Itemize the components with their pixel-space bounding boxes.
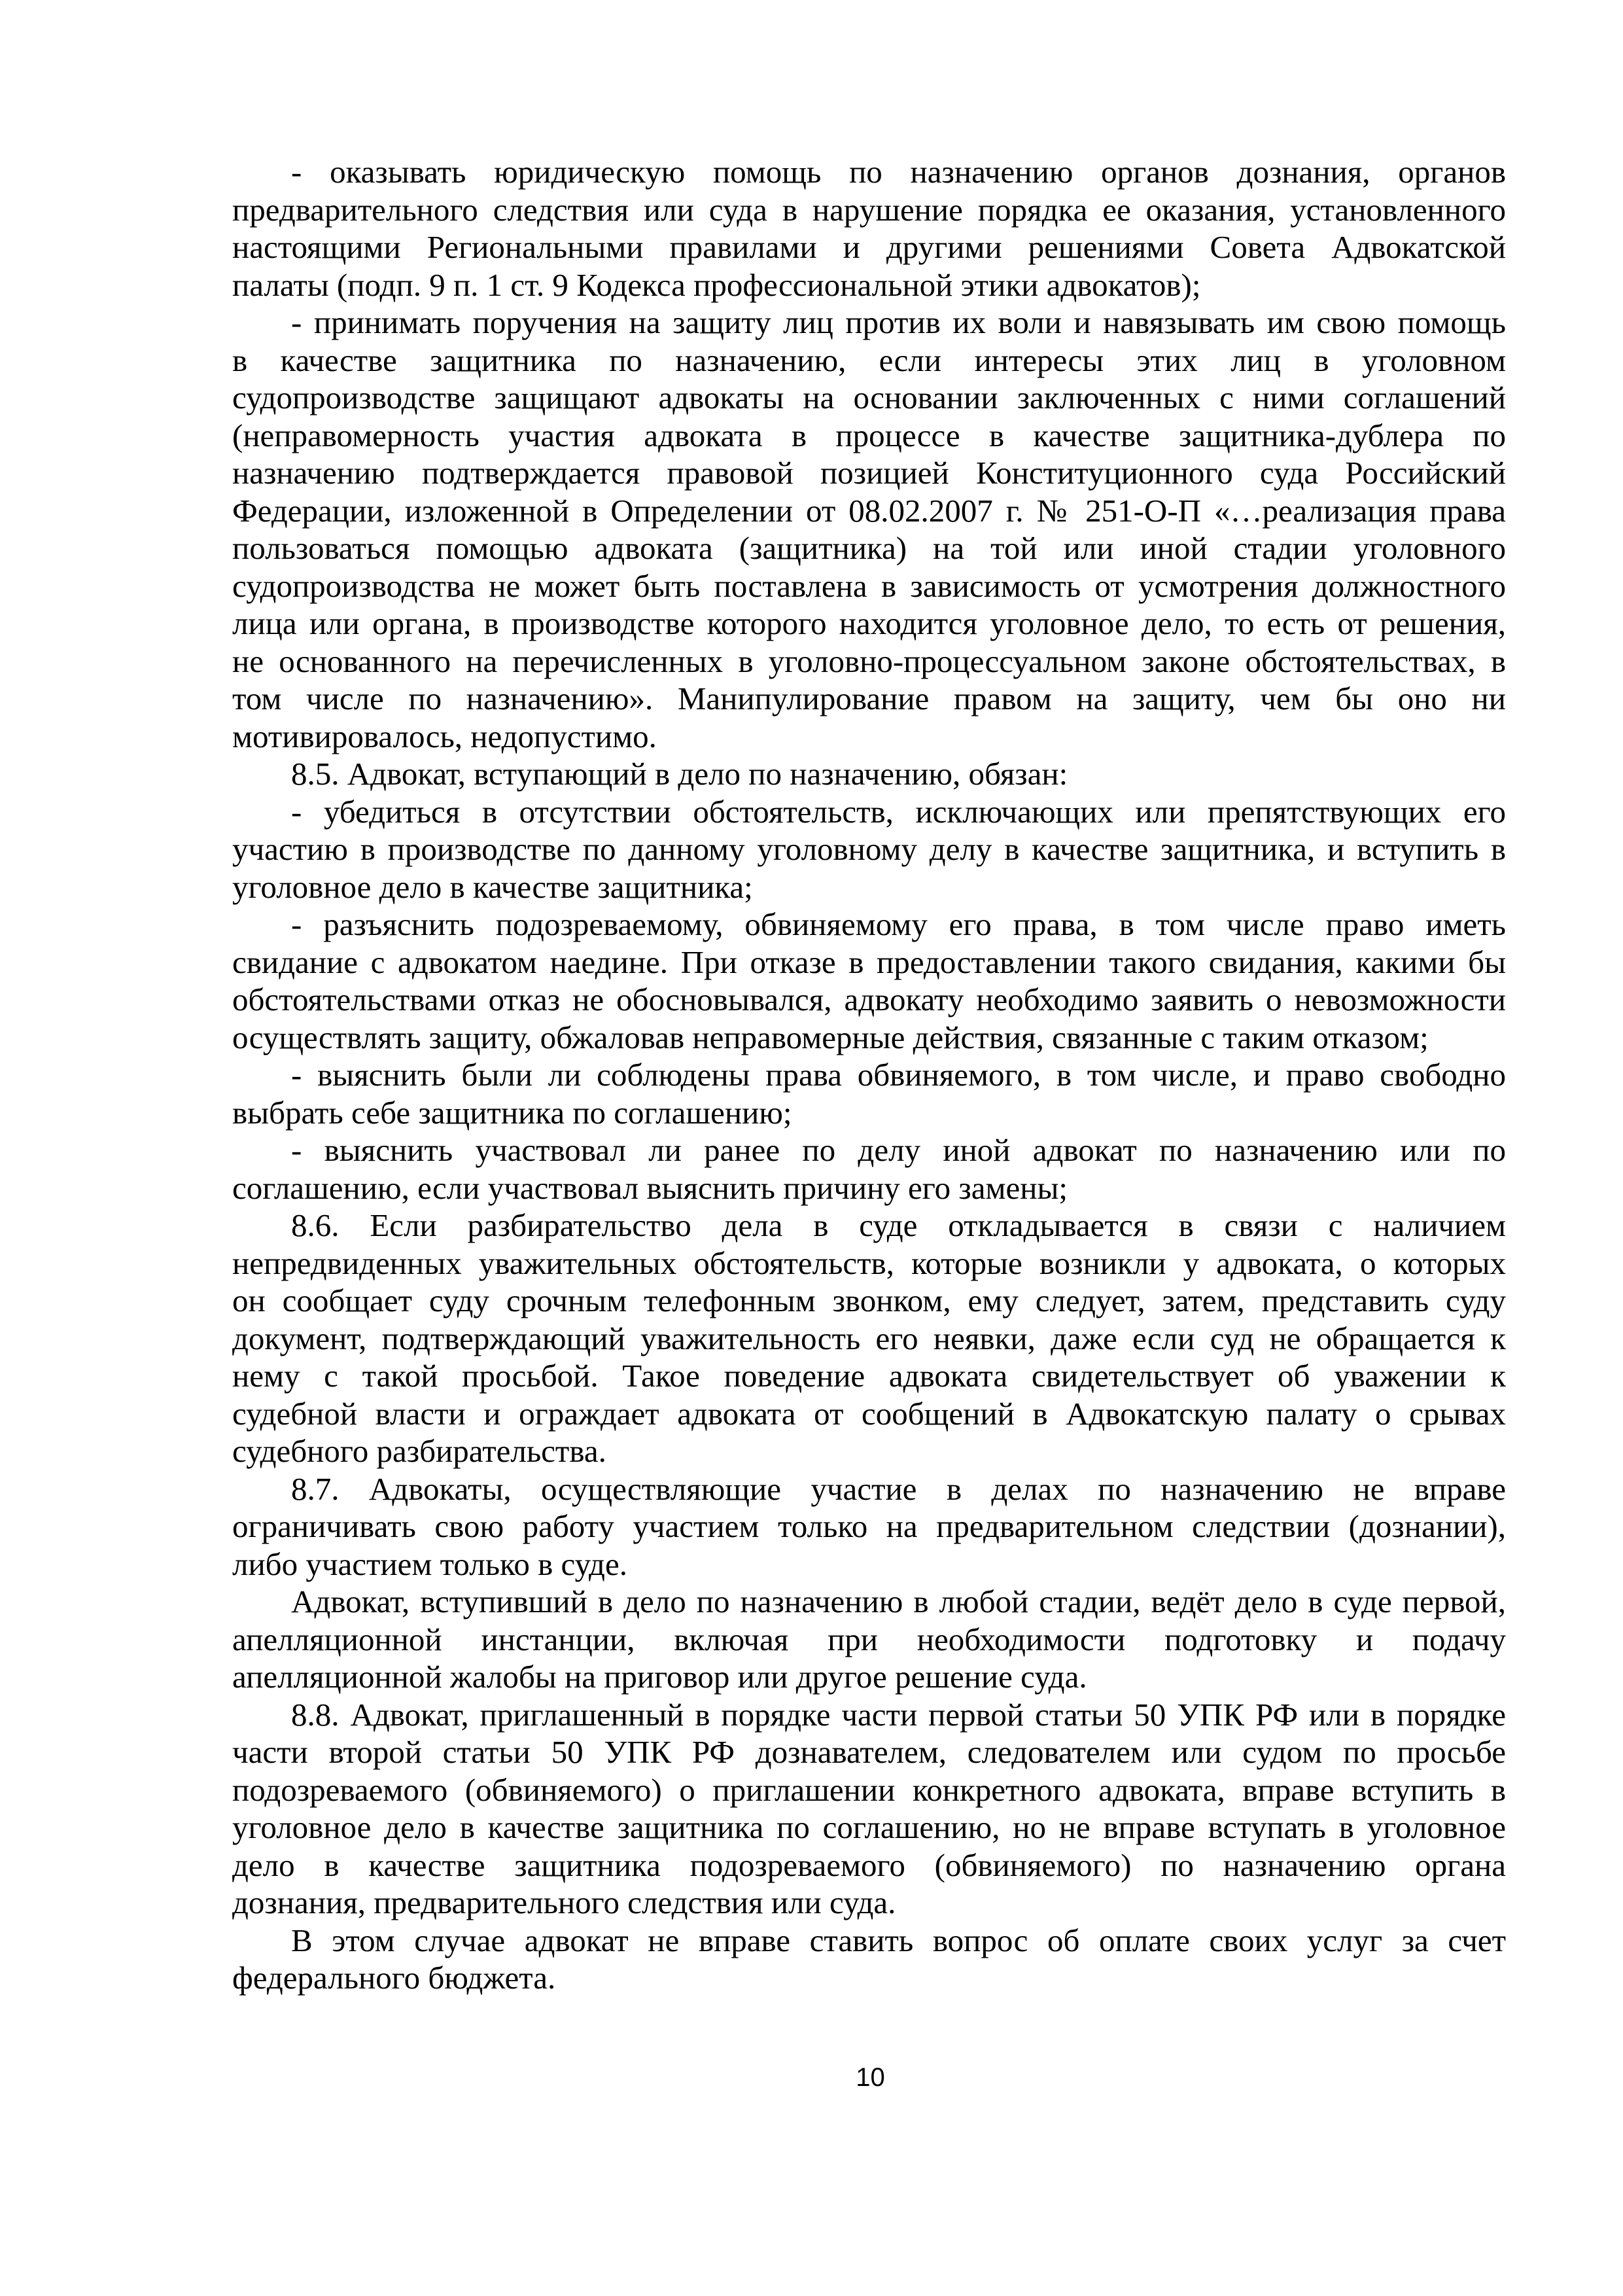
- text-line: - убедиться в отсутствии обстоятельств, исключающих или препятствующих его: [291, 793, 1506, 830]
- text-line: судебной власти и ограждает адвоката от сообщений в Адвокатскую палату о срывах: [232, 1395, 1506, 1432]
- text-line: дознания, предварительного следствия или суда.: [232, 1884, 896, 1920]
- text-line: свидание с адвокатом наедине. При отказе в предоставлении такого свидания, какими бы: [232, 944, 1506, 980]
- text-line: соглашению, если участвовал выяснить причину его замены;: [232, 1169, 1068, 1206]
- text-line: уголовное дело в качестве защитника по соглашению, но не вправе вступать в уголовное: [232, 1809, 1506, 1845]
- text-line: судопроизводства не может быть поставлена в зависимость от усмотрения должностного: [232, 567, 1506, 604]
- text-line: подозреваемого (обвиняемого) о приглашении конкретного адвоката, вправе вступить в: [232, 1771, 1506, 1808]
- text-line: ограничивать свою работу участием только на предварительном следствии (дознании),: [232, 1508, 1506, 1544]
- text-line: выбрать себе защитника по соглашению;: [232, 1094, 792, 1131]
- paragraph-bullet-ensure: [232, 793, 1506, 906]
- text-line: в качестве защитника по назначению, если интересы этих лиц в уголовном: [232, 342, 1506, 378]
- text-line: непредвиденных уважительных обстоятельств, которые возникли у адвоката, о которых: [232, 1245, 1506, 1281]
- text-line: документ, подтверждающий уважительность его неявки, даже если суд не обращается к: [232, 1320, 1506, 1356]
- text-line: апелляционной инстанции, включая при необходимости подготовку и подачу: [232, 1621, 1506, 1657]
- text-line: Адвокат, вступивший в дело по назначению в любой стадии, ведёт дело в суде первой,: [291, 1583, 1506, 1619]
- paragraph-bullet-find-out-rights: [232, 1056, 1506, 1131]
- page-number: 10: [856, 2063, 885, 2092]
- text-line: назначению подтверждается правовой позицией Конституционного суда Российский: [232, 455, 1506, 491]
- text-line: 8.8. Адвокат, приглашенный в порядке части первой статьи 50 УПК РФ или в порядке: [291, 1696, 1506, 1733]
- text-line: - принимать поручения на защиту лиц против их воли и навязывать им свою помощь: [291, 304, 1506, 340]
- text-line: - разъяснить подозреваемому, обвиняемому его права, в том числе право иметь: [291, 906, 1506, 942]
- text-line: В этом случае адвокат не вправе ставить вопрос об оплате своих услуг за счет: [291, 1922, 1506, 1958]
- text-line: уголовное дело в качестве защитника;: [232, 868, 753, 905]
- paragraph-clause-8-7-cont: [232, 1583, 1506, 1696]
- text-line: - оказывать юридическую помощь по назначению органов дознания, органов: [291, 154, 1506, 190]
- paragraph-bullet-accept-orders: [232, 304, 1506, 755]
- text-line: судопроизводстве защищают адвокаты на основании заключенных с ними соглашений: [232, 380, 1506, 415]
- text-line: осуществлять защиту, обжаловав неправомерные действия, связанные с таким отказом;: [232, 1019, 1429, 1055]
- text-line: либо участием только в суде.: [232, 1545, 627, 1582]
- text-line: федерального бюджета.: [232, 1960, 556, 1996]
- text-line: судебного разбирательства.: [232, 1433, 606, 1469]
- text-line: том числе по назначению». Манипулирование правом на защиту, чем бы оно ни: [232, 680, 1506, 716]
- text-line: нему с такой просьбой. Такое поведение адвоката свидетельствует об уважении к: [232, 1358, 1506, 1394]
- text-line: апелляционной жалобы на приговор или другое решение суда.: [232, 1659, 1087, 1695]
- body-text: [232, 153, 1506, 1997]
- paragraph-clause-8-5: [232, 755, 1506, 793]
- text-line: предварительного следствия или суда в нарушение порядка ее оказания, установленного: [232, 191, 1506, 228]
- text-line: участию в производстве по данному уголовному делу в качестве защитника, и вступить в: [232, 831, 1506, 867]
- text-line: обстоятельствами отказ не обосновывался, адвокату необходимо заявить о невозможности: [232, 981, 1506, 1017]
- text-line: лица или органа, в производстве которого находится уголовное дело, то есть от решения,: [232, 605, 1506, 641]
- paragraph-bullet-find-out-other: [232, 1131, 1506, 1207]
- text-line: 8.5. Адвокат, вступающий в дело по назначению, обязан:: [291, 756, 1068, 792]
- text-line: палаты (подп. 9 п. 1 ст. 9 Кодекса профессиональной этики адвокатов);: [232, 266, 1201, 303]
- text-line: пользоваться помощью адвоката (защитника) на той или иной стадии уголовного: [232, 530, 1506, 566]
- text-line: мотивировалось, недопустимо.: [232, 718, 657, 754]
- paragraph-clause-8-7: [232, 1470, 1506, 1583]
- text-line: он сообщает суду срочным телефонным звонком, ему следует, затем, представить суду: [232, 1282, 1506, 1318]
- text-line: (неправомерность участия адвоката в процессе в качестве защитника-дублера по: [232, 417, 1506, 453]
- text-line: 8.6. Если разбирательство дела в суде откладывается в связи с наличием: [291, 1207, 1506, 1243]
- text-line: - выяснить участвовал ли ранее по делу иной адвокат по назначению или по: [291, 1132, 1506, 1168]
- text-line: настоящими Региональными правилами и другими решениями Совета Адвокатской: [232, 229, 1506, 265]
- text-line: Федерации, изложенной в Определении от 08.02.2007 г. № 251-О-П «…реализация права: [232, 492, 1506, 529]
- text-line: части второй статьи 50 УПК РФ дознавателем, следователем или судом по просьбе: [232, 1734, 1506, 1770]
- paragraph-clause-8-8: [232, 1696, 1506, 1922]
- text-line: - выяснить были ли соблюдены права обвиняемого, в том числе, и право свободно: [291, 1057, 1506, 1093]
- text-line: дело в качестве защитника подозреваемого (обвиняемого) по назначению органа: [232, 1846, 1506, 1883]
- text-line: 8.7. Адвокаты, осуществляющие участие в делах по назначению не вправе: [291, 1470, 1506, 1507]
- paragraph-bullet-explain: [232, 906, 1506, 1056]
- paragraph-clause-8-6: [232, 1207, 1506, 1470]
- paragraph-bullet-legal-aid: [232, 153, 1506, 304]
- paragraph-clause-8-8-cont: [232, 1922, 1506, 1997]
- text-line: не основанного на перечисленных в уголовно-процессуальном законе обстоятельствах, в: [232, 643, 1506, 679]
